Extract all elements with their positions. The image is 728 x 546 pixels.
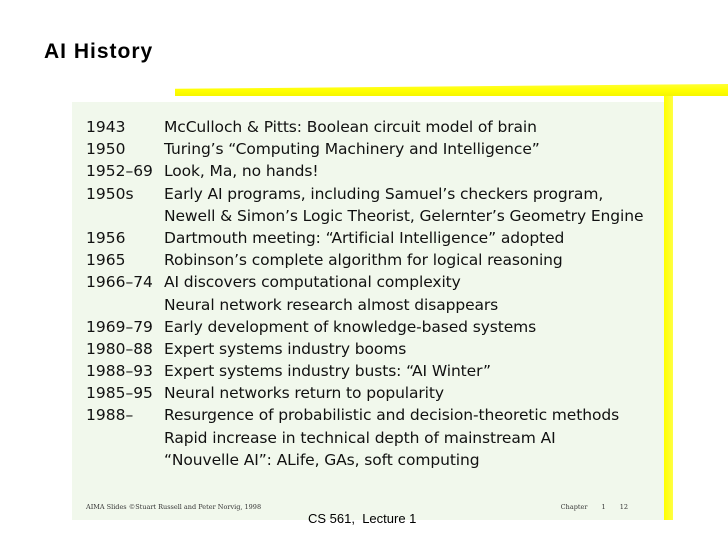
timeline-event: Rapid increase in technical depth of mainstream AI — [164, 428, 556, 447]
timeline-year: 1952–69 — [86, 162, 153, 181]
timeline-event: Expert systems industry booms — [164, 339, 407, 358]
timeline-year: 1965 — [86, 251, 126, 270]
timeline-row — [86, 271, 643, 293]
timeline-event: Dartmouth meeting: “Artificial Intelligence” adopted — [164, 228, 565, 247]
timeline-year: 1950s — [86, 184, 134, 203]
timeline-row — [86, 360, 643, 382]
timeline-row — [86, 183, 643, 205]
highlight-stripe — [175, 84, 728, 96]
timeline-row — [86, 249, 643, 271]
timeline-event: Turing’s “Computing Machinery and Intelligence” — [164, 140, 540, 159]
timeline-event: Neural networks return to popularity — [164, 384, 444, 403]
timeline-event: Robinson’s complete algorithm for logical reasoning — [164, 251, 563, 270]
slide-footer: CS 561, Lecture 1 — [308, 511, 417, 526]
timeline-year: 1988– — [86, 406, 134, 425]
timeline-row — [86, 227, 643, 249]
timeline-event: AI discovers computational complexity — [164, 273, 461, 292]
timeline-event: Resurgence of probabilistic and decision-theoretic methods — [164, 406, 620, 425]
timeline-row — [86, 294, 643, 316]
timeline-year: 1988–93 — [86, 362, 153, 381]
timeline-year: 1969–79 — [86, 317, 153, 336]
timeline-event: Early development of knowledge-based systems — [164, 317, 537, 336]
timeline-year: 1956 — [86, 228, 126, 247]
timeline-year: 1950 — [86, 140, 126, 159]
timeline-event: “Nouvelle AI”: ALife, GAs, soft computing — [164, 450, 480, 469]
timeline-row — [86, 449, 643, 471]
timeline-row — [86, 404, 643, 426]
slide-title: AI History — [44, 40, 154, 63]
timeline-year: 1980–88 — [86, 339, 153, 358]
timeline-event: Neural network research almost disappears — [164, 295, 499, 314]
figure-credit: AIMA Slides ©Stuart Russell and Peter Norvig, 1998 — [86, 503, 262, 511]
figure-chapter: Chapter 1 — [560, 503, 606, 511]
timeline-event: Early AI programs, including Samuel’s checkers program, — [164, 184, 604, 203]
figure-chapter-page — [561, 503, 628, 511]
figure-page-number: 12 — [619, 503, 628, 511]
timeline-row — [86, 116, 643, 138]
timeline-year: 1966–74 — [86, 273, 153, 292]
timeline-row — [86, 427, 643, 449]
timeline-event: Newell & Simon’s Logic Theorist, Gelernter’s Geometry Engine — [164, 206, 644, 225]
timeline-row — [86, 160, 643, 182]
timeline-event: Look, Ma, no hands! — [164, 162, 319, 181]
timeline-event: McCulloch & Pitts: Boolean circuit model of brain — [164, 118, 537, 136]
timeline-year: 1985–95 — [86, 384, 153, 403]
timeline-row — [86, 338, 643, 360]
timeline-list — [86, 116, 643, 471]
timeline-figure — [72, 102, 664, 520]
timeline-year — [86, 205, 164, 227]
timeline-row — [86, 205, 643, 227]
timeline-year — [86, 294, 164, 316]
timeline-event: Expert systems industry busts: “AI Winter” — [164, 362, 491, 381]
timeline-row — [86, 316, 643, 338]
timeline-row — [86, 382, 643, 404]
timeline-row — [86, 138, 643, 160]
yellow-side-band — [664, 96, 673, 520]
timeline-year — [86, 449, 164, 471]
timeline-year — [86, 427, 164, 449]
timeline-year: 1943 — [86, 118, 126, 136]
